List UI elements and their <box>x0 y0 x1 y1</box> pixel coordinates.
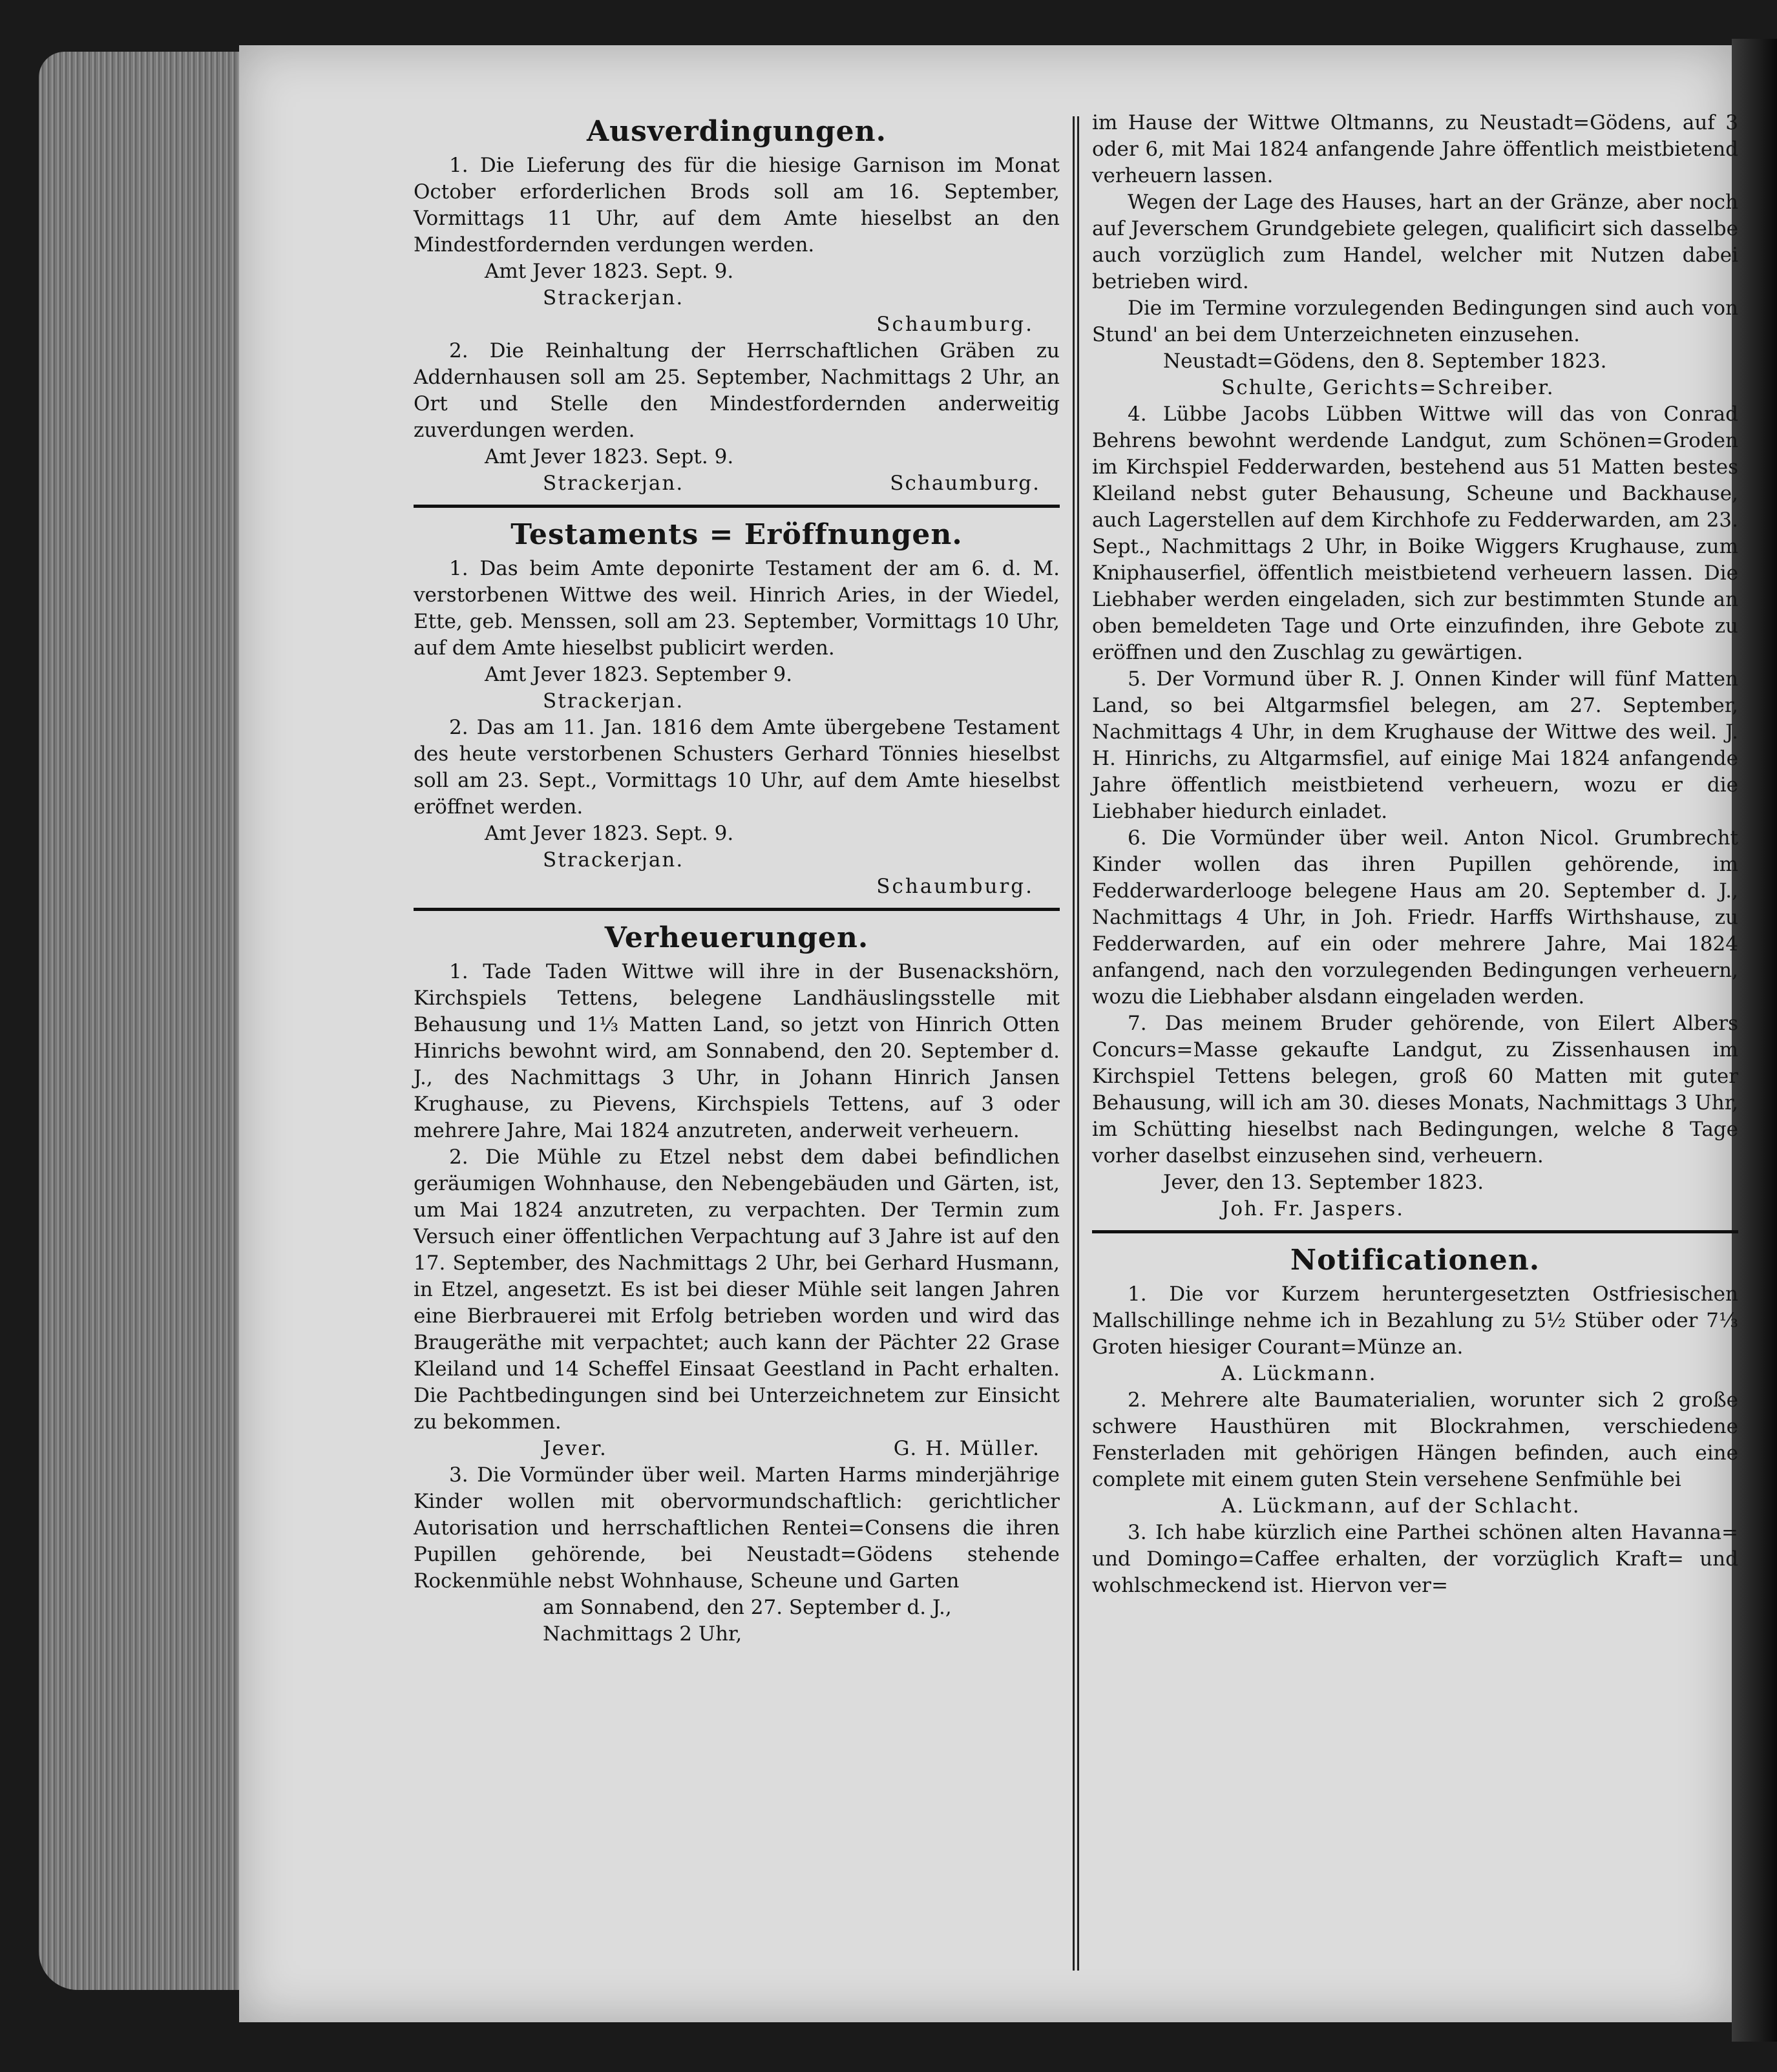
notice-place-date: Amt Jever 1823. Sept. 9. <box>485 822 734 845</box>
notice-paragraph: 4. Lübbe Jacobs Lübben Wittwe will das von Conrad Behrens bewohnt werdende Landgut, zum Schönen=Groden im Kirchspiel Fedderwarden, bestehend aus 51 Matten bestes Kleiland nebst guter Behausung, Scheune und Backhause, auch Lagerstellen auf dem Kirchhofe zu Fedderwarden, am 23. Sept., Nachmittags 2 Uhr, in Boike Wiggers Krughause, zum Kniphauserfiel, öffentlich meistbietend verheuern lassen. Die Liebhaber werden eingeladen, sich zur bestimmten Stunde an oben bemeldeten Tage und Orte einzufinden, ihre Gebote zu eröffnen und den Zuschlag zu gewärtigen. <box>1092 403 1738 664</box>
notice-signature: Strackerjan. <box>543 286 684 309</box>
notice-paragraph: 2. Mehrere alte Baumaterialien, worunter sich 2 große schwere Hausthüren mit Blockrahmen, verschiedene Fensterladen mit gehörigen Hängen befinden, auch eine complete mit einem guten Stein versehene Senfmühle bei <box>1092 1388 1738 1491</box>
section-divider <box>414 505 1060 508</box>
notice-place-date: Amt Jever 1823. September 9. <box>485 663 793 686</box>
notice-signature: Schaumburg. <box>876 875 1034 898</box>
section-title-verheuerungen: Verheuerungen. <box>604 921 869 954</box>
notice-paragraph: 1. Das beim Amte deponirte Testament der am 6. d. M. verstorbenen Wittwe des weil. Hinrich Aries, in der Wiedel, Ette, geb. Menssen, soll am 23. September, Vormittags 10 Uhr, auf dem Amte hieselbst publicirt werden. <box>414 557 1060 660</box>
column-divider <box>1073 116 1079 1971</box>
notice-signature: Schaumburg. <box>890 472 1040 495</box>
notice-signature: Strackerjan. <box>543 848 684 872</box>
notice-paragraph: 1. Die Lieferung des für die hiesige Garnison im Monat October erforderlichen Brods soll am 16. September, Vormittags 11 Uhr, auf dem Amte hieselbst an den Mindestfordernden verdungen werden. <box>414 154 1060 256</box>
notice-place-date: Amt Jever 1823. Sept. 9. <box>485 445 734 468</box>
notice-paragraph: 3. Die Vormünder über weil. Marten Harms minderjährige Kinder wollen mit obervormundschaftlich: gerichtlicher Autorisation und herrschaftlichen Rentei=Consens die ihren Pupillen gehörende, bei Neustadt=Gödens stehende Rockenmühle nebst Wohnhause, Scheune und Garten <box>414 1463 1060 1593</box>
notice-place-date: Jever. <box>543 1437 607 1460</box>
notice-signature: Strackerjan. <box>543 689 684 713</box>
section-divider <box>414 908 1060 911</box>
section-title-ausverdingungen: Ausverdingungen. <box>587 115 887 148</box>
notice-paragraph: 7. Das meinem Bruder gehörende, von Eilert Albers Concurs=Masse gekaufte Landgut, zu Zissenhausen im Kirchspiel Tettens belegen, groß 60 Matten mit guter Behausung, will ich am 30. dieses Monats, Nachmittags 3 Uhr, im Schütting hieselbst nach Bedingungen, welche 8 Tage vorher daselbst einzusehen sind, verheuern. <box>1092 1012 1738 1167</box>
section-title-notificationen: Notificationen. <box>1290 1244 1540 1277</box>
notice-continuation: am Sonnabend, den 27. September d. J., Nachmittags 2 Uhr, <box>543 1596 952 1646</box>
left-column <box>414 110 1060 1648</box>
notice-paragraph: 2. Das am 11. Jan. 1816 dem Amte übergebene Testament des heute verstorbenen Schusters Gerhard Tönnies hieselbst soll am 23. Sept., Vormittags 10 Uhr, auf dem Amte hieselbst eröffnet werden. <box>414 716 1060 819</box>
notice-signature-row <box>414 1436 1060 1462</box>
notice-paragraph: im Hause der Wittwe Oltmanns, zu Neustadt=Gödens, auf 3 oder 6, mit Mai 1824 anfangende Jahre öffentlich meistbietend verheuern lassen. <box>1092 111 1738 187</box>
notice-signature: A. Lückmann, auf der Schlacht. <box>1221 1494 1581 1518</box>
notice-paragraph: 2. Die Reinhaltung der Herrschaftlichen Gräben zu Addernhausen soll am 25. September, Nachmittags 2 Uhr, an Ort und Stelle den Mindestfordernden anderweitig zuverdungen werden. <box>414 339 1060 442</box>
notice-paragraph: 1. Die vor Kurzem heruntergesetzten Ostfriesischen Mallschillinge nehme ich in Bezahlung zu 5½ Stüber oder 7⅓ Groten hiesiger Courant=Münze an. <box>1092 1282 1738 1359</box>
notice-signature: Joh. Fr. Jaspers. <box>1221 1197 1404 1220</box>
section-title-testaments: Testaments = Eröffnungen. <box>510 518 963 551</box>
notice-signature: Schulte, Gerichts=Schreiber. <box>1221 376 1555 399</box>
notice-paragraph: 3. Ich habe kürzlich eine Parthei schönen alten Havanna= und Domingo=Caffee erhalten, der vorzüglich Kraft= und wohlschmeckend ist. Hiervon ver= <box>1092 1521 1738 1597</box>
notice-signature: Schaumburg. <box>876 313 1034 336</box>
notice-signature-row <box>414 470 1060 497</box>
notice-place-date: Amt Jever 1823. Sept. 9. <box>485 260 734 283</box>
paper-sheet <box>239 45 1738 2022</box>
notice-paragraph: 6. Die Vormünder über weil. Anton Nicol. Grumbrecht Kinder wollen das ihren Pupillen gehörende, im Fedderwarderlooge belegene Haus am 20. September d. J., Nachmittags 4 Uhr, in Joh. Friedr. Harffs Wirthshause, zu Fedderwarden, auf ein oder mehrere Jahre, Mai 1824 anfangend, nach den vorzulegenden Bedingungen verheuern, wozu die Liebhaber alsdann eingeladen werden. <box>1092 826 1738 1009</box>
notice-place-date: Neustadt=Gödens, den 8. September 1823. <box>1163 350 1607 373</box>
notice-paragraph: 5. Der Vormund über R. J. Onnen Kinder will fünf Matten Land, so bei Altgarmsfiel belegen, am 27. September, Nachmittags 4 Uhr, in dem Krughause der Wittwe des weil. J. H. Hinrichs, zu Altgarmsfiel, auf einige Mai 1824 anfangende Jahre öffentlich meistbietend verheuern, wozu er die Liebhaber hiedurch einladet. <box>1092 667 1738 823</box>
notice-signature: Strackerjan. <box>543 472 684 495</box>
notice-paragraph: Die im Termine vorzulegenden Bedingungen sind auch von Stund' an bei dem Unterzeichneten einzusehen. <box>1092 297 1738 346</box>
book-page-edges <box>39 52 246 1990</box>
notice-paragraph: 2. Die Mühle zu Etzel nebst dem dabei befindlichen geräumigen Wohnhause, den Nebengebäuden und Gärten, ist, um Mai 1824 anzutreten, zu verpachten. Der Termin zum Versuch einer öffentlichen Verpachtung auf 3 Jahre ist auf den 17. September, des Nachmittags 2 Uhr, bei Gerhard Husmann, in Etzel, angesetzt. Es ist bei dieser Mühle seit langen Jahren eine Bierbrauerei mit Erfolg betrieben worden und wird das Braugeräthe mit verpachtet; auch kann der Pächter 22 Grase Kleiland und 14 Scheffel Einsaat Geestland in Pacht erhalten. Die Pachtbedingungen sind bei Unterzeichnetem zur Einsicht zu bekommen. <box>414 1146 1060 1434</box>
book-binding <box>1732 39 1777 2042</box>
notice-paragraph: 1. Tade Taden Wittwe will ihre in der Busenackshörn, Kirchspiels Tettens, belegene Landhäuslingsstelle mit Behausung und 1⅓ Matten Land, so jetzt von Hinrich Otten Hinrichs bewohnt wird, am Sonnabend, den 20. September d. J., des Nachmittags 3 Uhr, in Johann Hinrich Jansen Krughause, zu Pievens, Kirchspiels Tettens, auf 3 oder mehrere Jahre, Mai 1824 anzutreten, anderweit verheuern. <box>414 960 1060 1142</box>
notice-place-date: Jever, den 13. September 1823. <box>1163 1171 1484 1194</box>
section-divider <box>1092 1230 1738 1233</box>
notice-paragraph: Wegen der Lage des Hauses, hart an der Gränze, aber noch auf Jeverschem Grundgebiete gelegen, qualificirt sich dasselbe auch vorzüglich zum Handel, welcher mit Nutzen dabei betrieben wird. <box>1092 191 1738 293</box>
notice-signature: G. H. Müller. <box>893 1437 1040 1460</box>
notice-signature: A. Lückmann. <box>1221 1362 1377 1385</box>
right-column <box>1092 110 1738 1599</box>
